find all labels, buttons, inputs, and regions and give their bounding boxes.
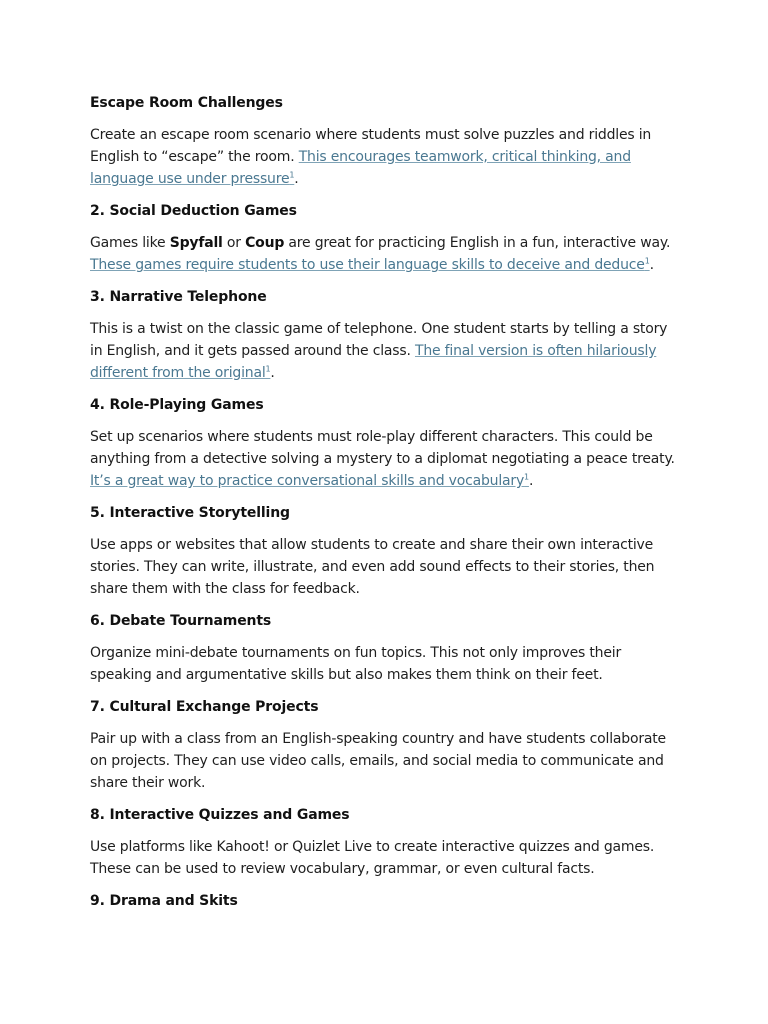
section-heading-interactive-storytelling: 5. Interactive Storytelling — [90, 505, 290, 521]
section-paragraph-escape-room — [90, 124, 680, 190]
citation-link-text: This encourages teamwork, critical thinking, and language use under pressure — [90, 149, 631, 187]
section-paragraph-interactive-storytelling: Use apps or websites that allow students to create and share their own interactive stories. They can write, illustrate, and even add sound effects to their stories, then share them with the class for feedback. — [90, 537, 655, 597]
paragraph-tail: . — [528, 473, 534, 489]
citation-number: 1 — [289, 170, 295, 180]
paragraph-text: Create an escape room scenario where students must solve puzzles and riddles in English to “escape” the room. — [90, 127, 652, 165]
paragraph-text: Games like — [90, 235, 170, 251]
section-heading-role-playing: 4. Role-Playing Games — [90, 397, 264, 413]
paragraph-text: Set up scenarios where students must role-play different characters. This could be anything from a detective solving a mystery to a diplomat negotiating a peace treaty. — [90, 429, 675, 467]
section-paragraph-cultural-exchange: Pair up with a class from an English-speaking country and have students collaborate on projects. They can use video calls, emails, and social media to communicate and share their work. — [90, 731, 666, 791]
citation-number: 1 — [644, 256, 650, 266]
section-heading-social-deduction: 2. Social Deduction Games — [90, 203, 297, 219]
game-name-coup: Coup — [245, 235, 285, 251]
document-body — [90, 92, 680, 922]
paragraph-text: This is a twist on the classic game of telephone. One student starts by telling a story in English, and it gets passed around the class. — [90, 321, 668, 359]
paragraph-tail: . — [649, 257, 654, 273]
citation-number: 1 — [524, 472, 529, 482]
section-paragraph-role-playing — [90, 426, 680, 492]
section-paragraph-social-deduction — [90, 232, 680, 276]
citation-link-text: The final version is often hilariously different from the original — [90, 343, 657, 381]
paragraph-text: are great for practicing English in a fun, interactive way. — [284, 235, 671, 251]
citation-link[interactable] — [90, 257, 650, 273]
section-heading-narrative-telephone: 3. Narrative Telephone — [90, 289, 267, 305]
citation-number: 1 — [265, 364, 271, 374]
section-heading-cultural-exchange: 7. Cultural Exchange Projects — [90, 699, 319, 715]
paragraph-text: or — [222, 235, 246, 251]
paragraph-tail: . — [294, 171, 299, 187]
section-heading-debate-tournaments: 6. Debate Tournaments — [90, 613, 272, 629]
citation-link-text: These games require students to use their language skills to deceive and deduce — [90, 257, 645, 273]
section-heading-quizzes-games: 8. Interactive Quizzes and Games — [90, 807, 350, 823]
section-paragraph-debate-tournaments: Organize mini-debate tournaments on fun topics. This not only improves their speaking and argumentative skills but also makes them think on their feet. — [90, 645, 622, 683]
paragraph-tail: . — [270, 365, 275, 381]
section-heading-escape-room: Escape Room Challenges — [90, 95, 283, 111]
citation-link-text: It’s a great way to practice conversational skills and vocabulary — [90, 473, 525, 489]
game-name-spyfall: Spyfall — [169, 235, 223, 251]
section-paragraph-narrative-telephone — [90, 318, 680, 384]
citation-link[interactable] — [90, 473, 529, 489]
section-paragraph-quizzes-games: Use platforms like Kahoot! or Quizlet Live to create interactive quizzes and games. These can be used to review vocabulary, grammar, or even cultural facts. — [90, 839, 655, 877]
section-heading-drama-skits: 9. Drama and Skits — [90, 893, 238, 909]
